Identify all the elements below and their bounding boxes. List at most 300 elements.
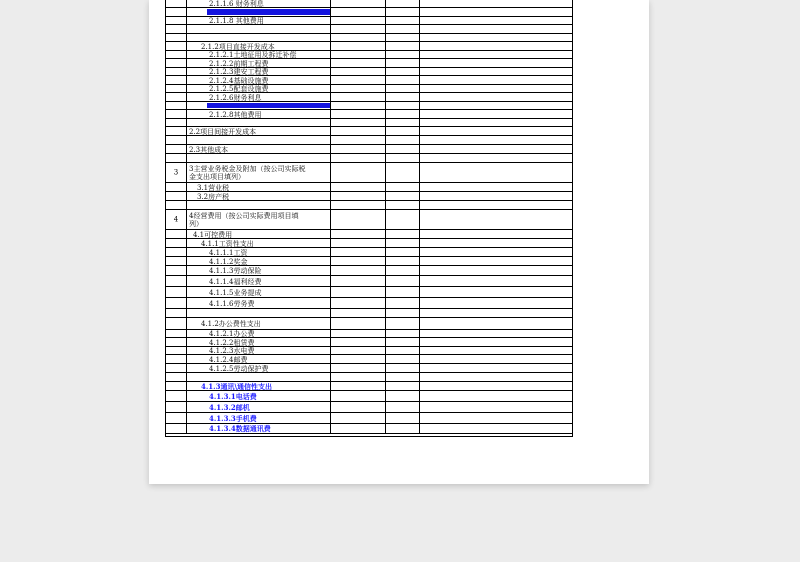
- item-label: 4.1.3.1电话费: [209, 391, 257, 401]
- value-cell-1[interactable]: [331, 102, 386, 109]
- value-cell-1[interactable]: [331, 51, 386, 58]
- value-cell-3[interactable]: [420, 163, 573, 182]
- table-row: [166, 239, 573, 248]
- item-label: 2.1.2.4基础设施费: [209, 76, 269, 85]
- table-row: [166, 102, 573, 110]
- value-cell-2[interactable]: [386, 68, 420, 75]
- row-number-cell[interactable]: [166, 330, 187, 337]
- value-cell-2[interactable]: [386, 391, 420, 401]
- value-cell-2[interactable]: [386, 347, 420, 354]
- value-cell-1[interactable]: [331, 93, 386, 101]
- value-cell-1[interactable]: [331, 127, 386, 135]
- value-cell-2[interactable]: [386, 330, 420, 337]
- table-row: [166, 59, 573, 68]
- item-label: 4.1.3.4数据通讯费: [209, 424, 271, 433]
- item-name-cell[interactable]: [187, 8, 331, 16]
- value-cell-3[interactable]: [420, 93, 573, 101]
- value-cell-3[interactable]: [420, 154, 573, 162]
- row-number-cell[interactable]: [166, 347, 187, 354]
- item-name-cell[interactable]: [187, 210, 331, 229]
- value-cell-3[interactable]: [420, 34, 573, 41]
- value-cell-1[interactable]: [331, 163, 386, 182]
- value-cell-1[interactable]: [331, 192, 386, 200]
- value-cell-1[interactable]: [331, 391, 386, 401]
- value-cell-3[interactable]: [420, 239, 573, 247]
- table-row: [166, 413, 573, 424]
- row-number-cell[interactable]: [166, 355, 187, 363]
- value-cell-2[interactable]: [386, 230, 420, 238]
- value-cell-2[interactable]: [386, 51, 420, 58]
- table-row: [166, 192, 573, 201]
- value-cell-2[interactable]: [386, 287, 420, 297]
- table-row: [166, 318, 573, 330]
- row-number-cell[interactable]: [166, 391, 187, 401]
- table-row: [166, 119, 573, 127]
- value-cell-1[interactable]: [331, 413, 386, 423]
- item-label: 4.1.3通讯\通信性支出: [201, 381, 273, 391]
- value-cell-2[interactable]: [386, 318, 420, 329]
- item-name-cell[interactable]: [187, 68, 331, 75]
- value-cell-1[interactable]: [331, 119, 386, 126]
- value-cell-3[interactable]: [420, 192, 573, 200]
- item-label: 2.1.2.6财务利息: [209, 93, 262, 102]
- row-number-cell[interactable]: [166, 93, 187, 101]
- item-label: 4.1.3.3手机费: [209, 413, 257, 423]
- table-row: [166, 276, 573, 287]
- item-label: 4.1.2.2租赁费: [209, 338, 255, 347]
- value-cell-1[interactable]: [331, 201, 386, 209]
- value-cell-2[interactable]: [386, 110, 420, 118]
- table-row: [166, 355, 573, 364]
- value-cell-1[interactable]: [331, 338, 386, 346]
- value-cell-1[interactable]: [331, 136, 386, 144]
- value-cell-1[interactable]: [331, 257, 386, 265]
- value-cell-3[interactable]: [420, 257, 573, 265]
- table-row: [166, 136, 573, 145]
- value-cell-3[interactable]: [420, 318, 573, 329]
- value-cell-3[interactable]: [420, 287, 573, 297]
- row-number-cell[interactable]: [166, 163, 187, 182]
- value-cell-1[interactable]: [331, 248, 386, 256]
- item-label: 4.1可控费用: [193, 230, 233, 239]
- value-cell-3[interactable]: [420, 42, 573, 50]
- value-cell-2[interactable]: [386, 239, 420, 247]
- row-number-cell[interactable]: [166, 51, 187, 58]
- value-cell-1[interactable]: [331, 402, 386, 412]
- value-cell-2[interactable]: [386, 136, 420, 144]
- value-cell-3[interactable]: [420, 402, 573, 412]
- value-cell-2[interactable]: [386, 25, 420, 33]
- row-number-cell[interactable]: [166, 8, 187, 16]
- value-cell-1[interactable]: [331, 266, 386, 275]
- value-cell-2[interactable]: [386, 266, 420, 275]
- value-cell-2[interactable]: [386, 119, 420, 126]
- value-cell-2[interactable]: [386, 373, 420, 381]
- item-name-cell[interactable]: [187, 136, 331, 144]
- item-label: 4.1.1.2奖金: [209, 257, 248, 266]
- value-cell-3[interactable]: [420, 102, 573, 109]
- value-cell-3[interactable]: [420, 373, 573, 381]
- row-number-cell[interactable]: [166, 127, 187, 135]
- row-number-cell[interactable]: [166, 201, 187, 209]
- row-number-cell[interactable]: [166, 239, 187, 247]
- item-name-cell[interactable]: [187, 85, 331, 92]
- value-cell-1[interactable]: [331, 17, 386, 24]
- value-cell-3[interactable]: [420, 127, 573, 135]
- table-row: [166, 76, 573, 85]
- row-number-cell[interactable]: [166, 102, 187, 109]
- item-label: 2.1.2项目直接开发成本: [201, 42, 275, 51]
- value-cell-2[interactable]: [386, 276, 420, 286]
- value-cell-1[interactable]: [331, 287, 386, 297]
- value-cell-2[interactable]: [386, 402, 420, 412]
- value-cell-1[interactable]: [331, 0, 386, 7]
- value-cell-1[interactable]: [331, 309, 386, 317]
- item-name-cell[interactable]: [187, 110, 331, 118]
- value-cell-2[interactable]: [386, 355, 420, 363]
- item-name-cell[interactable]: [187, 330, 331, 337]
- value-cell-3[interactable]: [420, 8, 573, 16]
- value-cell-3[interactable]: [420, 266, 573, 275]
- value-cell-1[interactable]: [331, 276, 386, 286]
- row-number-cell[interactable]: [166, 119, 187, 126]
- item-name-cell[interactable]: [187, 424, 331, 433]
- value-cell-3[interactable]: [420, 119, 573, 126]
- row-number-cell[interactable]: [166, 0, 187, 7]
- row-number-cell[interactable]: [166, 17, 187, 24]
- row-number-cell[interactable]: [166, 318, 187, 329]
- table-row: [166, 17, 573, 25]
- item-name-cell[interactable]: [187, 338, 331, 346]
- value-cell-2[interactable]: [386, 192, 420, 200]
- item-name-cell[interactable]: [187, 183, 331, 191]
- item-name-cell[interactable]: [187, 318, 331, 329]
- table-row: [166, 127, 573, 136]
- item-label: 2.1.2.1土地征用及拆迁补偿: [209, 51, 297, 59]
- item-label: 4.1.1.5业务提成: [209, 288, 262, 297]
- table-row: [166, 382, 573, 391]
- item-name-cell[interactable]: [187, 59, 331, 67]
- item-name-cell[interactable]: [187, 309, 331, 317]
- row-number-cell[interactable]: [166, 145, 187, 153]
- value-cell-2[interactable]: [386, 413, 420, 423]
- value-cell-1[interactable]: [331, 34, 386, 41]
- item-name-cell[interactable]: [187, 230, 331, 238]
- value-cell-2[interactable]: [386, 93, 420, 101]
- item-name-cell[interactable]: [187, 355, 331, 363]
- item-label: 4经营费用（按公司实际费用项目填 列）: [189, 212, 299, 228]
- row-number-cell[interactable]: [166, 85, 187, 92]
- item-label: 2.1.2.5配套设施费: [209, 85, 269, 93]
- item-name-cell[interactable]: [187, 34, 331, 41]
- value-cell-3[interactable]: [420, 355, 573, 363]
- value-cell-3[interactable]: [420, 391, 573, 401]
- value-cell-1[interactable]: [331, 424, 386, 433]
- value-cell-3[interactable]: [420, 201, 573, 209]
- value-cell-3[interactable]: [420, 276, 573, 286]
- value-cell-2[interactable]: [386, 298, 420, 308]
- item-name-cell[interactable]: [187, 298, 331, 308]
- item-name-cell[interactable]: [187, 257, 331, 265]
- value-cell-2[interactable]: [386, 201, 420, 209]
- value-cell-1[interactable]: [331, 298, 386, 308]
- row-number-cell[interactable]: [166, 110, 187, 118]
- item-name-cell[interactable]: [187, 145, 331, 153]
- item-name-cell[interactable]: [187, 347, 331, 354]
- table-row: [166, 25, 573, 34]
- item-name-cell[interactable]: [187, 373, 331, 381]
- value-cell-1[interactable]: [331, 373, 386, 381]
- item-label: 3.2房产税: [197, 192, 230, 201]
- item-name-cell[interactable]: [187, 93, 331, 101]
- row-number-cell[interactable]: [166, 59, 187, 67]
- row-number-cell[interactable]: [166, 287, 187, 297]
- value-cell-1[interactable]: [331, 154, 386, 162]
- value-cell-1[interactable]: [331, 330, 386, 337]
- table-row: [166, 266, 573, 276]
- row-number-cell[interactable]: [166, 382, 187, 390]
- item-name-cell[interactable]: [187, 413, 331, 423]
- item-name-cell[interactable]: [187, 287, 331, 297]
- row-number-cell[interactable]: [166, 413, 187, 423]
- value-cell-2[interactable]: [386, 210, 420, 229]
- row-number-cell[interactable]: [166, 192, 187, 200]
- value-cell-1[interactable]: [331, 347, 386, 354]
- value-cell-2[interactable]: [386, 76, 420, 84]
- table-row: [166, 42, 573, 51]
- table-row: [166, 364, 573, 373]
- table-row: [166, 347, 573, 355]
- value-cell-3[interactable]: [420, 68, 573, 75]
- value-cell-3[interactable]: [420, 338, 573, 346]
- item-name-cell[interactable]: [187, 276, 331, 286]
- table-row: [166, 8, 573, 17]
- row-number: 3: [173, 168, 179, 176]
- value-cell-2[interactable]: [386, 0, 420, 7]
- item-name-cell[interactable]: [187, 25, 331, 33]
- item-name-cell[interactable]: [187, 248, 331, 256]
- row-number-cell[interactable]: [166, 25, 187, 33]
- value-cell-3[interactable]: [420, 183, 573, 191]
- value-cell-3[interactable]: [420, 230, 573, 238]
- row-number-cell[interactable]: [166, 154, 187, 162]
- value-cell-2[interactable]: [386, 248, 420, 256]
- value-cell-2[interactable]: [386, 127, 420, 135]
- value-cell-1[interactable]: [331, 355, 386, 363]
- item-label: 2.1.2.2前期工程费: [209, 59, 269, 68]
- value-cell-1[interactable]: [331, 76, 386, 84]
- row-number: 4: [173, 215, 179, 223]
- value-cell-1[interactable]: [331, 183, 386, 191]
- value-cell-3[interactable]: [420, 309, 573, 317]
- item-name-cell[interactable]: [187, 17, 331, 24]
- item-label: 4.1.2.4邮费: [209, 355, 248, 364]
- row-number-cell[interactable]: [166, 42, 187, 50]
- value-cell-3[interactable]: [420, 59, 573, 67]
- row-number-cell[interactable]: [166, 276, 187, 286]
- value-cell-2[interactable]: [386, 338, 420, 346]
- item-name-cell[interactable]: [187, 127, 331, 135]
- table-row: [166, 145, 573, 154]
- item-name-cell[interactable]: [187, 51, 331, 58]
- value-cell-1[interactable]: [331, 25, 386, 33]
- item-label: 4.1.2.3水电费: [209, 347, 255, 355]
- table-row: [166, 0, 573, 8]
- value-cell-2[interactable]: [386, 257, 420, 265]
- value-cell-3[interactable]: [420, 413, 573, 423]
- row-number-cell[interactable]: [166, 402, 187, 412]
- value-cell-1[interactable]: [331, 59, 386, 67]
- value-cell-1[interactable]: [331, 110, 386, 118]
- value-cell-3[interactable]: [420, 0, 573, 7]
- item-name-cell[interactable]: [187, 102, 331, 109]
- table-row: [166, 248, 573, 257]
- item-name-cell[interactable]: [187, 119, 331, 126]
- value-cell-2[interactable]: [386, 145, 420, 153]
- item-name-cell[interactable]: [187, 382, 331, 390]
- value-cell-3[interactable]: [420, 110, 573, 118]
- item-name-cell[interactable]: [187, 154, 331, 162]
- item-label: 3.1营业税: [197, 183, 230, 192]
- value-cell-3[interactable]: [420, 51, 573, 58]
- value-cell-3[interactable]: [420, 136, 573, 144]
- value-cell-2[interactable]: [386, 8, 420, 16]
- item-name-cell[interactable]: [187, 239, 331, 247]
- table-row: [166, 68, 573, 76]
- row-number-cell[interactable]: [166, 364, 187, 372]
- value-cell-1[interactable]: [331, 145, 386, 153]
- row-number-cell[interactable]: [166, 76, 187, 84]
- item-name-cell[interactable]: [187, 391, 331, 401]
- item-label: 3主营业务税金及附加（按公司实际税 金支出项目填列）: [189, 165, 306, 181]
- row-number-cell[interactable]: [166, 210, 187, 229]
- value-cell-2[interactable]: [386, 183, 420, 191]
- value-cell-1[interactable]: [331, 68, 386, 75]
- table-row: [166, 93, 573, 102]
- item-label: 2.2项目间接开发成本: [189, 127, 257, 136]
- item-name-cell[interactable]: [187, 201, 331, 209]
- table-row: [166, 51, 573, 59]
- value-cell-3[interactable]: [420, 248, 573, 256]
- value-cell-3[interactable]: [420, 298, 573, 308]
- value-cell-3[interactable]: [420, 330, 573, 337]
- row-number-cell[interactable]: [166, 257, 187, 265]
- table-row: [166, 391, 573, 402]
- table-row: [166, 402, 573, 413]
- table-row: [166, 163, 573, 183]
- value-cell-1[interactable]: [331, 239, 386, 247]
- value-cell-2[interactable]: [386, 34, 420, 41]
- item-name-cell[interactable]: [187, 0, 331, 7]
- table-row: [166, 154, 573, 163]
- value-cell-1[interactable]: [331, 230, 386, 238]
- item-label: 4.1.3.2邮机: [209, 402, 250, 412]
- item-name-cell[interactable]: [187, 192, 331, 200]
- table-row: [166, 183, 573, 192]
- table-row: [166, 287, 573, 298]
- value-cell-2[interactable]: [386, 424, 420, 433]
- value-cell-3[interactable]: [420, 76, 573, 84]
- value-cell-2[interactable]: [386, 364, 420, 372]
- value-cell-3[interactable]: [420, 210, 573, 229]
- value-cell-1[interactable]: [331, 8, 386, 16]
- value-cell-2[interactable]: [386, 85, 420, 92]
- value-cell-3[interactable]: [420, 85, 573, 92]
- value-cell-3[interactable]: [420, 145, 573, 153]
- value-cell-1[interactable]: [331, 382, 386, 390]
- row-number-cell[interactable]: [166, 68, 187, 75]
- row-number-cell[interactable]: [166, 248, 187, 256]
- item-label: 2.1.1.6 财务利息: [209, 0, 264, 8]
- table-row: [166, 298, 573, 309]
- row-number-cell[interactable]: [166, 183, 187, 191]
- table-row: [166, 373, 573, 382]
- item-label: 4.1.1.1工资: [209, 248, 248, 257]
- table-row: [166, 210, 573, 230]
- row-number-cell[interactable]: [166, 136, 187, 144]
- table-row: [166, 338, 573, 347]
- table-row: [166, 201, 573, 210]
- value-cell-1[interactable]: [331, 364, 386, 372]
- row-number-cell[interactable]: [166, 230, 187, 238]
- table-row: [166, 110, 573, 119]
- item-label: 2.1.2.3建安工程费: [209, 68, 269, 76]
- item-name-cell[interactable]: [187, 76, 331, 84]
- item-label: 2.1.1.8 其他费用: [209, 17, 264, 25]
- item-label: 4.1.1.4福利经费: [209, 277, 262, 286]
- row-number-cell[interactable]: [166, 298, 187, 308]
- table-row: [166, 257, 573, 266]
- value-cell-2[interactable]: [386, 382, 420, 390]
- value-cell-2[interactable]: [386, 154, 420, 162]
- value-cell-3[interactable]: [420, 424, 573, 433]
- table-row: [166, 424, 573, 434]
- value-cell-2[interactable]: [386, 102, 420, 109]
- value-cell-1[interactable]: [331, 85, 386, 92]
- value-cell-3[interactable]: [420, 25, 573, 33]
- item-name-cell[interactable]: [187, 402, 331, 412]
- value-cell-2[interactable]: [386, 163, 420, 182]
- value-cell-2[interactable]: [386, 59, 420, 67]
- item-label: 2.3其他成本: [189, 145, 229, 154]
- value-cell-1[interactable]: [331, 210, 386, 229]
- row-number-cell[interactable]: [166, 266, 187, 275]
- row-number-cell[interactable]: [166, 34, 187, 41]
- value-cell-3[interactable]: [420, 364, 573, 372]
- table-row: [166, 330, 573, 338]
- value-cell-3[interactable]: [420, 347, 573, 354]
- row-number-cell[interactable]: [166, 309, 187, 317]
- item-name-cell[interactable]: [187, 42, 331, 50]
- table-row: [166, 34, 573, 42]
- row-number-cell[interactable]: [166, 373, 187, 381]
- value-cell-3[interactable]: [420, 17, 573, 24]
- selection-highlight: [207, 9, 330, 15]
- row-number-cell[interactable]: [166, 424, 187, 433]
- value-cell-3[interactable]: [420, 382, 573, 390]
- value-cell-2[interactable]: [386, 309, 420, 317]
- item-label: 4.1.2.1办公费: [209, 330, 255, 338]
- item-label: 4.1.1工资性支出: [201, 239, 254, 248]
- item-name-cell[interactable]: [187, 163, 331, 182]
- item-name-cell[interactable]: [187, 266, 331, 275]
- value-cell-1[interactable]: [331, 42, 386, 50]
- item-name-cell[interactable]: [187, 364, 331, 372]
- value-cell-2[interactable]: [386, 17, 420, 24]
- row-number-cell[interactable]: [166, 338, 187, 346]
- value-cell-2[interactable]: [386, 42, 420, 50]
- value-cell-1[interactable]: [331, 318, 386, 329]
